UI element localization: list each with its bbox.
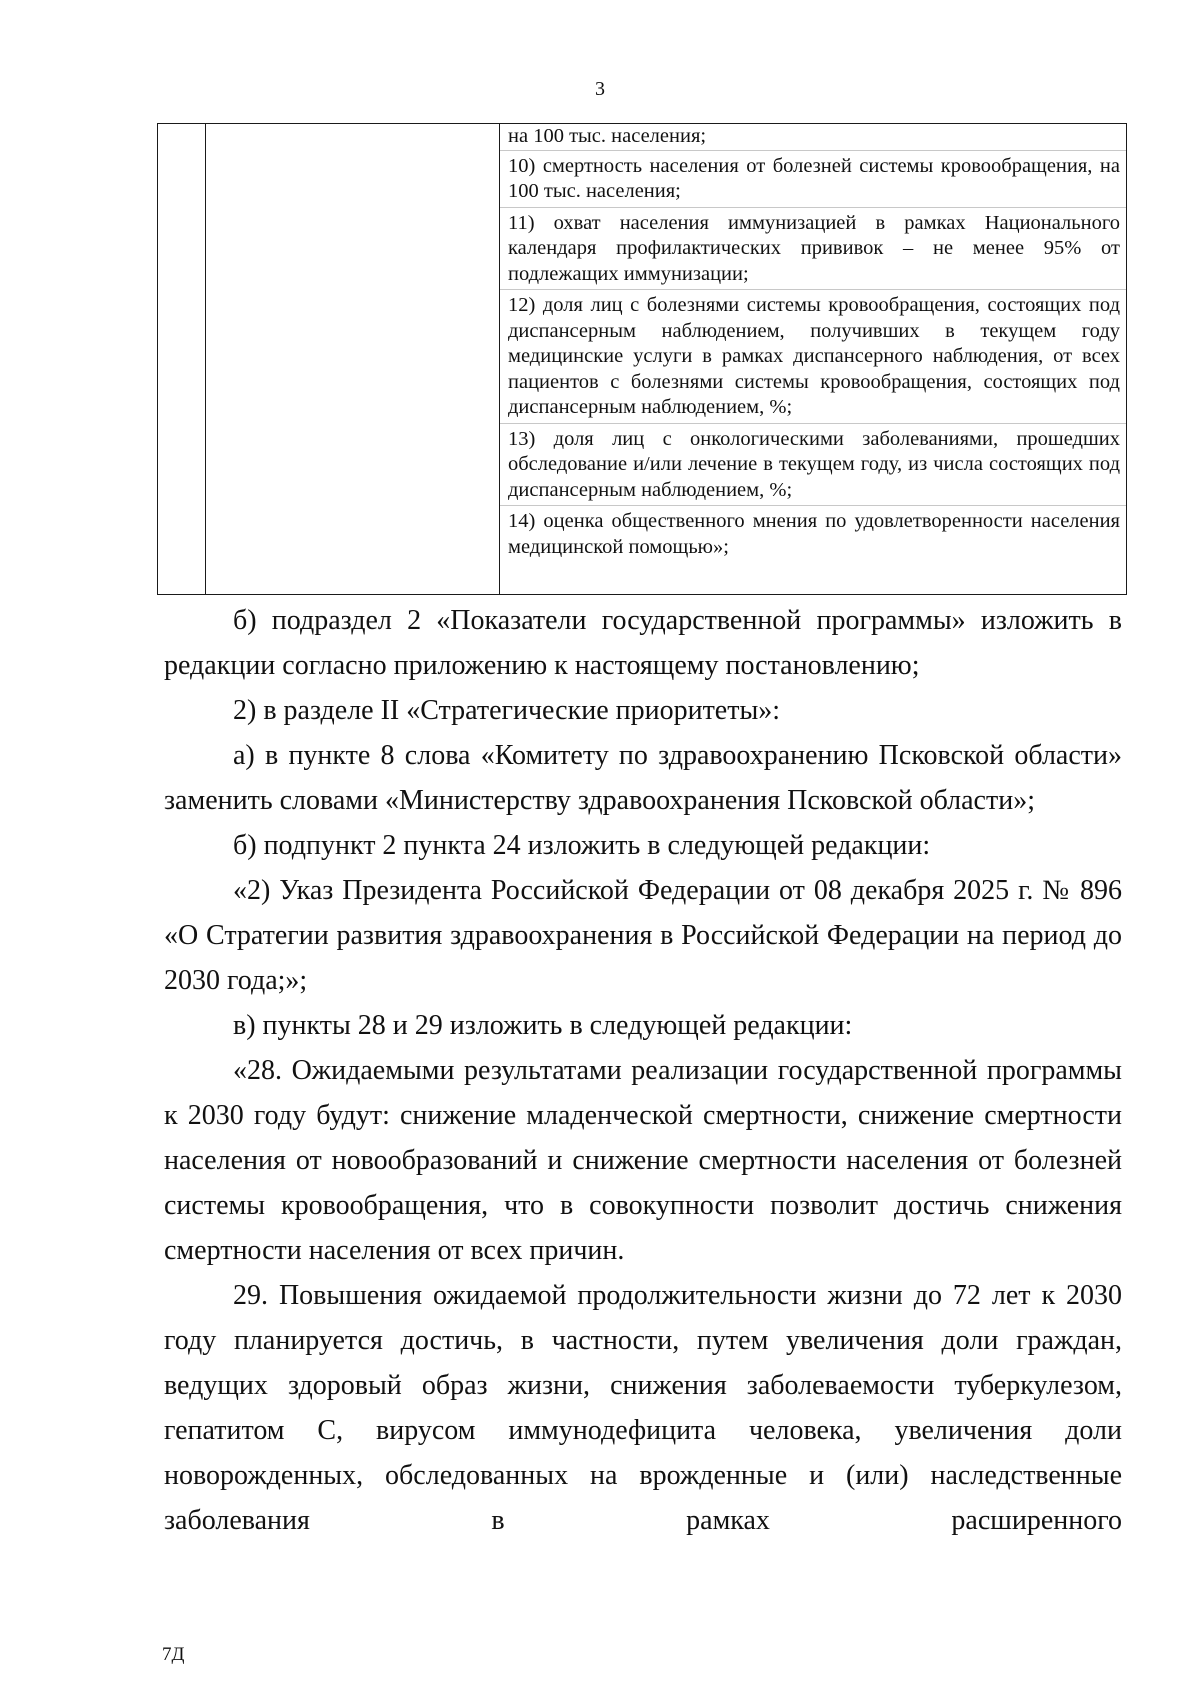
table-row — [158, 124, 1127, 595]
body-paragraph: в) пункты 28 и 29 изложить в следующей редакции: — [233, 1010, 853, 1041]
table-indicator-item: 13) доля лиц с онкологическими заболеваниями, прошедших обследование и/или лечение в текущем году, из числа состоящих под диспансерным наблюдением, %; — [500, 423, 1126, 506]
table-cell-number — [158, 124, 206, 595]
body-paragraph: 2) в разделе II «Стратегические приоритеты»: — [233, 695, 781, 726]
body-paragraph: 29. Повышения ожидаемой продолжительности жизни до 72 лет к 2030 году планируется достичь, в частности, путем увеличения доли граждан, ведущих здоровый образ жизни, снижения заболеваемости туберкулезом, гепатитом С, вирусом иммунодефицита человека, увеличения доли новорожденных, обследованных на врожденные и (или) наследственные заболевания в рамках расширенного — [164, 1280, 1122, 1536]
body-paragraph: б) подраздел 2 «Показатели государственной программы» изложить в редакции согласно приложению к настоящему постановлению; — [164, 605, 1122, 681]
table-indicator-item: на 100 тыс. населения; — [508, 125, 707, 147]
body-paragraph: б) подпункт 2 пункта 24 изложить в следующей редакции: — [233, 830, 931, 861]
table-indicator-item: 12) доля лиц с болезнями системы кровообращения, состоящих под диспансерным наблюдением, получивших в текущем году медицинские услуги в рамках диспансерного наблюдения, от всех пациентов с болезнями системы кровообращения, состоящих под диспансерным наблюдением, %; — [500, 289, 1126, 423]
body-paragraph: а) в пункте 8 слова «Комитету по здравоохранению Псковской области» заменить словами «Министерству здравоохранения Псковской области»; — [164, 740, 1122, 816]
body-paragraph: «2) Указ Президента Российской Федерации от 08 декабря 2025 г. № 896 «О Стратегии развития здравоохранения в Российской Федерации на период до 2030 года;»; — [164, 875, 1122, 996]
indicators-table — [157, 123, 1127, 595]
table-indicator-item: 14) оценка общественного мнения по удовлетворенности населения медицинской помощью»; — [500, 505, 1126, 562]
table-indicator-item: 10) смертность населения от болезней системы кровообращения, на 100 тыс. населения; — [500, 150, 1126, 207]
footer-code: 7Д — [162, 1644, 185, 1665]
table-indicator-item: 11) охват населения иммунизацией в рамках Национального календаря профилактических прививок – не менее 95% от подлежащих иммунизации; — [500, 207, 1126, 290]
body-paragraph: «28. Ожидаемыми результатами реализации государственной программы к 2030 году будут: снижение младенческой смертности, снижение смертности населения от новообразований и снижение смертности населения от болезней системы кровообращения, что в совокупности позволит достичь снижения смертности населения от всех причин. — [164, 1055, 1122, 1266]
page-number: 3 — [595, 78, 605, 100]
table-cell-indicators — [500, 124, 1127, 595]
document-body — [164, 598, 1122, 1543]
table-cell-name — [206, 124, 500, 595]
